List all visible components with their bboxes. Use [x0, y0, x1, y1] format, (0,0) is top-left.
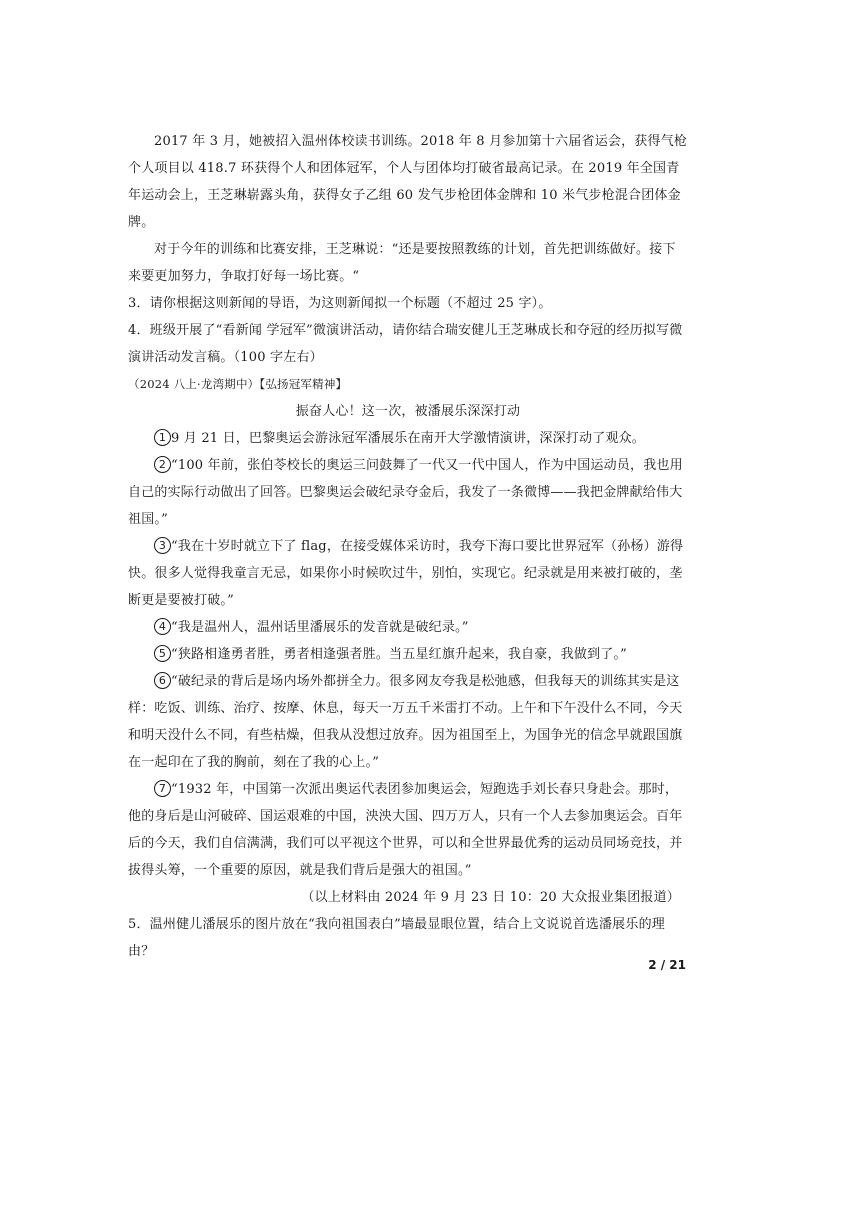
paragraph-number-badge: 3 [154, 537, 171, 554]
source-tag: （2024 八上·龙湾期中）【弘扬冠军精神】 [128, 377, 348, 391]
article-paragraph-6 [128, 668, 688, 776]
article-paragraph-7 [128, 776, 688, 884]
paragraph-number-badge: 7 [154, 780, 171, 797]
article-paragraph-4 [128, 614, 688, 641]
paragraph-number-badge: 1 [154, 429, 171, 446]
paragraph-text: 9 月 21 日，巴黎奥运会游泳冠军潘展乐在南开大学激情演讲，深深打动了观众。 [171, 431, 646, 446]
article-title: 振奋人心！这一次，被潘展乐深深打动 [295, 404, 521, 419]
paragraph-text: “1932 年，中国第一次派出奥运代表团参加奥运会，短跑选手刘长春只身赴会。那时，他的身后是山河破碎、国运艰难的中国，泱泱大国、四万万人，只有一个人去参加奥运会。百年后的今天，我们自信满满，我们可以平视这个世界，可以和全世界最优秀的运动员同场竞技，并拔得头筹，一个重要的原因，就是我们背后是强大的祖国。” [128, 782, 683, 878]
article-paragraph-1 [128, 425, 688, 452]
paragraph-number-badge: 6 [154, 672, 171, 689]
paragraph-number-badge: 4 [154, 618, 171, 635]
source-attribution: （以上材料由 2024 年 9 月 23 日 10：20 大众报业集团报道） [301, 890, 680, 905]
question-3: 3．请你根据这则新闻的导语，为这则新闻拟一个标题（不超过 25 字）。 [128, 296, 552, 311]
article-paragraph-3 [128, 533, 688, 614]
paragraph-text: “我是温州人，温州话里潘展乐的发音就是破纪录。” [171, 620, 469, 635]
question-4: 4．班级开展了“看新闻 学冠军”微演讲活动，请你结合瑞安健儿王芝琳成长和夺冠的经历拟写微演讲活动发言稿。（100 字左右） [128, 323, 683, 365]
paragraph-text: “破纪录的背后是场内场外都拼全力。很多网友夸我是松弛感，但我每天的训练其实是这样：吃饭、训练、治疗、按摩、休息，每天一万五千米雷打不动。上午和下午没什么不同，今天和明天没什么不同，有些枯燥，但我从没想过放弃。因为祖国至上，为国争光的信念早就跟国旗在一起印在了我的胸前，刻在了我的心上。” [128, 674, 683, 770]
article-paragraph-5 [128, 641, 688, 668]
paragraph-number-badge: 2 [154, 456, 171, 473]
intro-paragraph-2: 对于今年的训练和比赛安排，王芝琳说：“还是要按照教练的计划，首先把训练做好。接下来要更加努力，争取打好每一场比赛。“ [128, 242, 676, 284]
paragraph-text: “100 年前，张伯苓校长的奥运三问鼓舞了一代又一代中国人，作为中国运动员，我也用自己的实际行动做出了回答。巴黎奥运会破纪录夺金后，我发了一条微博——我把金牌献给伟大祖国。” [128, 458, 683, 527]
intro-paragraph-1: 2017 年 3 月，她被招入温州体校读书训练。2018 年 8 月参加第十六届省运会，获得气枪个人项目以 418.7 环获得个人和团体冠军，个人与团体均打破省最高记录。在 2019 年全国青年运动会上，王芝琳崭露头角，获得女子乙组 60 发气步枪团体金牌和 10 米气步枪混合团体金牌。 [128, 134, 688, 230]
question-5: 5．温州健儿潘展乐的图片放在“我向祖国表白”墙最显眼位置，结合上文说说首选潘展乐的理由？ [128, 917, 665, 959]
paragraph-text: “狭路相逢勇者胜，勇者相逢强者胜。当五星红旗升起来，我自豪，我做到了。” [171, 647, 627, 662]
document-body [128, 128, 688, 965]
paragraph-number-badge: 5 [154, 645, 171, 662]
article-paragraph-2 [128, 452, 688, 533]
paragraph-text: “我在十岁时就立下了 flag，在接受媒体采访时，我夸下海口要比世界冠军（孙杨）游得快。很多人觉得我童言无忌，如果你小时候吹过牛，别怕，实现它。纪录就是用来被打破的，垄断更是要被打破。” [128, 539, 684, 608]
page-number: 2 / 21 [648, 958, 686, 972]
